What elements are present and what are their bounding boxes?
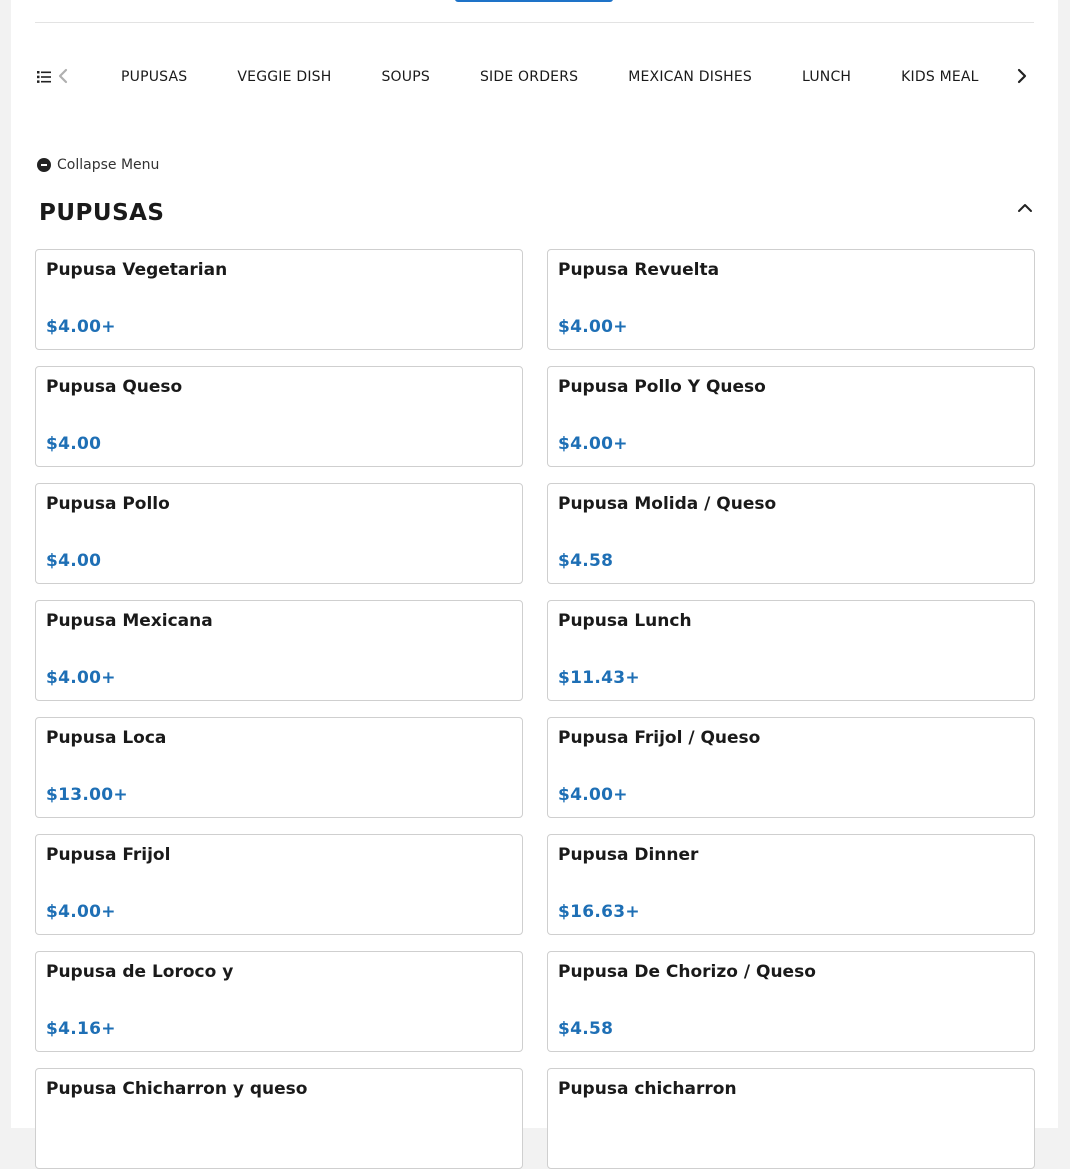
menu-item-name: Pupusa chicharron xyxy=(558,1079,737,1099)
menu-item-card[interactable] xyxy=(547,834,1035,935)
chevron-left-icon[interactable] xyxy=(57,68,71,84)
tab-lunch[interactable]: LUNCH xyxy=(802,69,852,85)
menu-item-price: $4.00+ xyxy=(46,668,116,688)
list-icon[interactable] xyxy=(37,69,51,83)
active-tab-indicator xyxy=(455,0,613,2)
menu-item-price: $4.00+ xyxy=(558,434,628,454)
menu-item-name: Pupusa Vegetarian xyxy=(46,260,228,280)
menu-item-card[interactable] xyxy=(547,717,1035,818)
menu-item-name: Pupusa Chicharron y queso xyxy=(46,1079,308,1099)
menu-item-price: $4.00+ xyxy=(558,785,628,805)
menu-item-name: Pupusa Molida / Queso xyxy=(558,494,777,514)
menu-item-price: $4.00+ xyxy=(46,902,116,922)
menu-item-name: Pupusa De Chorizo / Queso xyxy=(558,962,816,982)
menu-item-card[interactable] xyxy=(547,600,1035,701)
menu-item-price: $4.00 xyxy=(46,551,102,571)
category-nav xyxy=(35,56,1034,98)
menu-item-card[interactable] xyxy=(35,834,523,935)
menu-item-name: Pupusa de Loroco y xyxy=(46,962,234,982)
tab-pupusas[interactable]: PUPUSAS xyxy=(121,69,188,85)
menu-item-name: Pupusa Loca xyxy=(46,728,167,748)
menu-item-price: $4.58 xyxy=(558,551,614,571)
chevron-right-icon[interactable] xyxy=(1015,68,1029,84)
menu-item-card[interactable] xyxy=(35,717,523,818)
menu-item-price: $4.58 xyxy=(558,1019,614,1039)
menu-item-name: Pupusa Pollo xyxy=(46,494,170,514)
menu-item-card[interactable] xyxy=(35,483,523,584)
menu-page xyxy=(11,0,1058,1128)
menu-item-name: Pupusa Lunch xyxy=(558,611,692,631)
menu-item-grid xyxy=(35,249,1034,1169)
tab-side-orders[interactable]: SIDE ORDERS xyxy=(479,69,579,85)
menu-item-card[interactable] xyxy=(35,600,523,701)
menu-item-card[interactable] xyxy=(547,951,1035,1052)
menu-item-price: $4.00 xyxy=(46,434,102,454)
menu-item-card[interactable] xyxy=(35,1068,523,1169)
menu-item-price: $4.16+ xyxy=(46,1019,116,1039)
menu-item-price: $13.00+ xyxy=(46,785,128,805)
menu-item-card[interactable] xyxy=(547,1068,1035,1169)
collapse-menu-label: Collapse Menu xyxy=(57,157,160,173)
menu-item-card[interactable] xyxy=(35,951,523,1052)
menu-item-card[interactable] xyxy=(547,483,1035,584)
tab-soups[interactable]: SOUPS xyxy=(381,69,430,85)
menu-item-name: Pupusa Revuelta xyxy=(558,260,720,280)
tab-mexican-dishes[interactable]: MEXICAN DISHES xyxy=(628,69,753,85)
menu-item-card[interactable] xyxy=(547,366,1035,467)
collapse-menu-button[interactable] xyxy=(37,155,159,175)
section-title: PUPUSAS xyxy=(39,200,165,226)
menu-item-name: Pupusa Queso xyxy=(46,377,183,397)
minus-circle-icon xyxy=(37,158,51,172)
menu-item-name: Pupusa Pollo Y Queso xyxy=(558,377,766,397)
tab-kids-meal[interactable]: KIDS MEAL xyxy=(901,69,979,85)
menu-item-price: $4.00+ xyxy=(46,317,116,337)
menu-item-price: $11.43+ xyxy=(558,668,640,688)
menu-item-price: $16.63+ xyxy=(558,902,640,922)
chevron-up-icon[interactable] xyxy=(1016,200,1034,216)
menu-item-name: Pupusa Dinner xyxy=(558,845,699,865)
menu-item-card[interactable] xyxy=(35,249,523,350)
menu-item-card[interactable] xyxy=(547,249,1035,350)
menu-item-price: $4.00+ xyxy=(558,317,628,337)
menu-item-name: Pupusa Frijol / Queso xyxy=(558,728,761,748)
menu-item-name: Pupusa Mexicana xyxy=(46,611,213,631)
tab-veggie-dish[interactable]: VEGGIE DISH xyxy=(237,69,332,85)
top-tab-bar xyxy=(35,0,1034,23)
menu-item-card[interactable] xyxy=(35,366,523,467)
category-tabs xyxy=(95,56,1029,98)
menu-item-name: Pupusa Frijol xyxy=(46,845,171,865)
